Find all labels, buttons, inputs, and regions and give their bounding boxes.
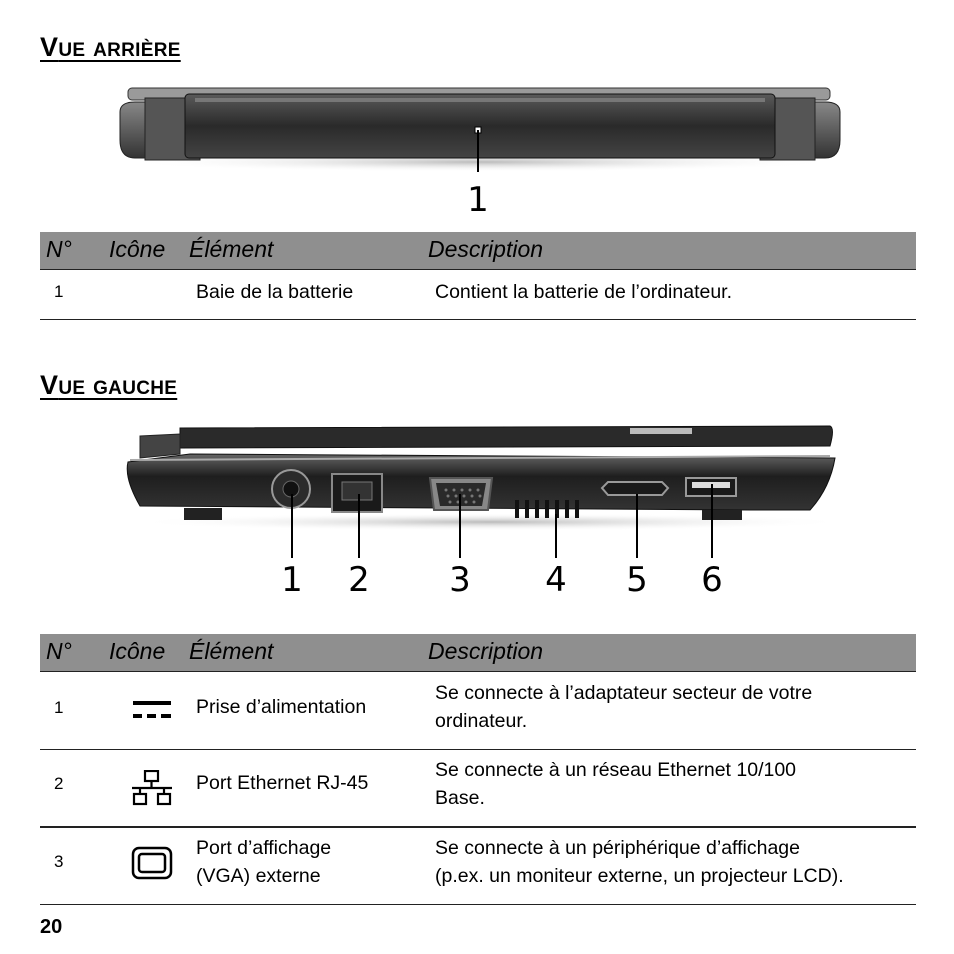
row-divider [40,826,916,828]
row-number: 2 [54,774,64,793]
row-number: 1 [54,282,64,301]
laptop-left-view-illustration [110,418,860,533]
row-description-line: (p.ex. un moniteur externe, un projecteur LCD). [435,865,844,887]
row-divider [40,319,916,320]
row-element: Port Ethernet RJ-45 [196,772,369,794]
row-description-line: Se connecte à un réseau Ethernet 10/100 [435,759,797,781]
laptop-rear-view-illustration [100,80,860,180]
row-description-line: ordinateur. [435,710,528,732]
callout-number: 4 [545,560,567,600]
row-element: Baie de la batterie [196,281,354,303]
ethernet-icon [131,770,173,806]
row-divider [40,904,916,905]
row-description-line: Base. [435,787,485,809]
row-element-line: Port d’affichage [196,837,332,859]
header-icon: Icône [109,638,166,664]
row-element-line: (VGA) externe [196,865,321,887]
row-description-line: Se connecte à l’adaptateur secteur de votre [435,682,813,704]
header-element: Élément [189,236,274,262]
callout-number: 2 [348,560,370,600]
header-icon: Icône [109,236,166,262]
page-number: 20 [40,916,63,938]
callout-number: 3 [449,560,471,600]
header-description: Description [428,638,544,664]
row-divider [40,749,916,750]
row-description: Contient la batterie de l’ordinateur. [435,281,733,303]
callout-line [711,484,713,558]
table-header-left [40,634,916,672]
callout-line [291,494,293,558]
section-title-left-view: Vue gauche [40,370,178,400]
callout-line [459,494,461,558]
header-number: N° [46,638,72,664]
callout-number: 6 [701,560,723,600]
row-description-line: Se connecte à un périphérique d’affichage [435,837,800,859]
header-element: Élément [189,638,274,664]
callout-number: 5 [626,560,648,600]
callout-number: 1 [281,560,303,600]
row-number: 1 [54,698,64,717]
header-number: N° [46,236,72,262]
callout-line [477,130,479,172]
row-element: Prise d’alimentation [196,696,367,718]
callout-line [358,494,360,558]
table-header-rear [40,232,916,270]
row-number: 3 [54,852,64,871]
callout-number: 1 [467,180,489,220]
power-jack-icon [132,699,172,721]
callout-line [555,514,557,558]
callout-line [636,494,638,558]
header-description: Description [428,236,544,262]
section-title-rear-view: Vue arrière [40,32,181,62]
vga-icon [131,846,173,880]
